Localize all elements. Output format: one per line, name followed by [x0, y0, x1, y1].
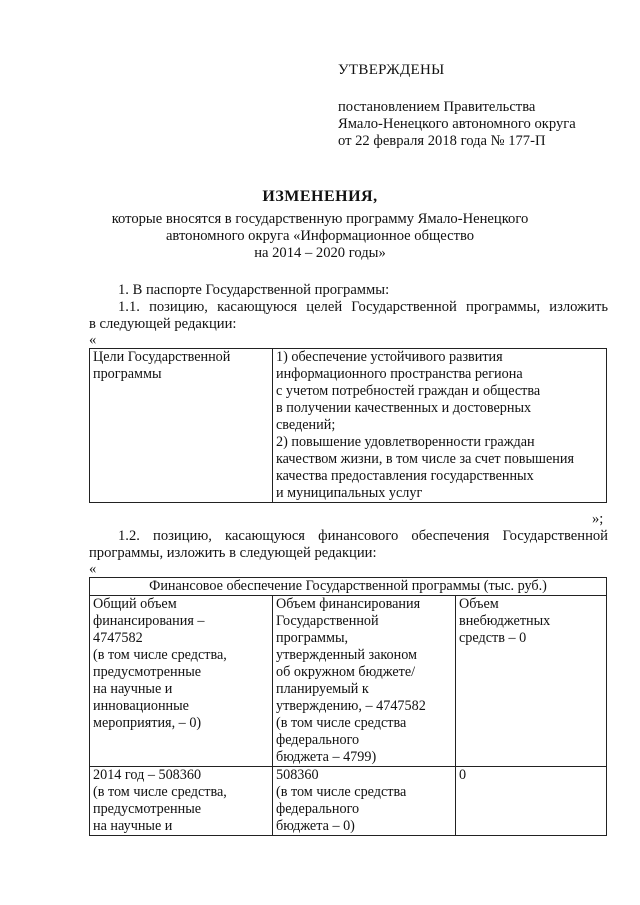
table-header-row [90, 578, 607, 596]
cell-text: (в том числе средства, [93, 647, 227, 663]
cell-text: 508360 [276, 767, 319, 783]
approval-line: от 22 февраля 2018 года № 177-П [338, 133, 546, 149]
cell-text: (в том числе средства, [93, 784, 227, 800]
cell-text: 2) повышение удовлетворенности граждан [276, 434, 535, 450]
cell-text: 2014 год – 508360 [93, 767, 202, 783]
table-row [90, 767, 607, 836]
goals-label-cell [90, 349, 273, 503]
cell-text: планируемый к [276, 681, 369, 697]
cell-text: (в том числе средства [276, 784, 407, 800]
cell-text: средств – 0 [459, 630, 527, 646]
cell-text: федерального [276, 732, 360, 748]
cell-text: в получении качественных и достоверных [276, 400, 532, 416]
table-row [90, 349, 607, 503]
approval-block [338, 99, 576, 150]
cell-text: бюджета – 4799) [276, 749, 377, 765]
finance-offbudget-cell [456, 596, 607, 767]
cell-text: на научные и [93, 818, 173, 834]
cell-text: качества предоставления государственных [276, 468, 534, 484]
item-1-1-line1: 1.1. позицию, касающуюся целей Государственной программы, изложить [118, 299, 608, 315]
cell-text: (в том числе средства [276, 715, 407, 731]
cell-text: информационного пространства региона [276, 366, 523, 382]
finance-2014-offbudget-cell [456, 767, 607, 836]
cell-text: внебюджетных [459, 613, 551, 629]
cell-text: на научные и [93, 681, 173, 697]
cell-text: предусмотренные [93, 801, 202, 817]
finance-budget-cell [273, 596, 456, 767]
cell-text: с учетом потребностей граждан и общества [276, 383, 541, 399]
item-1-2-line2: программы, изложить в следующей редакции: [89, 545, 377, 561]
subtitle-line: на 2014 – 2020 годы» [254, 245, 386, 261]
open-quote-2: « [89, 561, 97, 577]
cell-text: программы, [276, 630, 349, 646]
item-1-1-line2: в следующей редакции: [89, 316, 237, 332]
approval-line: Ямало-Ненецкого автономного округа [338, 116, 576, 132]
finance-total-cell [90, 596, 273, 767]
open-quote: « [89, 332, 97, 348]
cell-text: и муниципальных услуг [276, 485, 423, 501]
subtitle-line: которые вносятся в государственную программу Ямало-Ненецкого [111, 211, 529, 227]
goals-value-cell [273, 349, 607, 503]
cell-text: Государственной [276, 613, 379, 629]
item-1: 1. В паспорте Государственной программы: [118, 282, 390, 298]
cell-text: предусмотренные [93, 664, 202, 680]
finance-header-cell: Финансовое обеспечение Государственной программы (тыс. руб.) [90, 578, 607, 596]
item-1-2-line1: 1.2. позицию, касающуюся финансового обеспечения Государственной [118, 528, 608, 544]
cell-text: федерального [276, 801, 360, 817]
cell-text: программы [93, 366, 162, 382]
cell-text: Объем финансирования [276, 596, 421, 612]
cell-text: 4747582 [93, 630, 143, 646]
cell-text: качеством жизни, в том числе за счет повышения [276, 451, 574, 467]
approval-heading: УТВЕРЖДЕНЫ [338, 62, 445, 78]
cell-text: бюджета – 0) [276, 818, 355, 834]
goals-table [89, 348, 607, 503]
finance-2014-total-cell [90, 767, 273, 836]
cell-text: Объем [459, 596, 499, 612]
cell-text: 0 [459, 767, 467, 783]
document-title: ИЗМЕНЕНИЯ, [262, 188, 378, 205]
cell-text: Общий объем [93, 596, 177, 612]
cell-text: мероприятия, – 0) [93, 715, 202, 731]
close-quote: »; [592, 511, 604, 527]
cell-text: сведений; [276, 417, 336, 433]
cell-text: утвержденный законом [276, 647, 418, 663]
cell-text: финансирования – [93, 613, 205, 629]
cell-text: 1) обеспечение устойчивого развития [276, 349, 503, 365]
cell-text: Цели Государственной [93, 349, 231, 365]
approval-line: постановлением Правительства [338, 99, 536, 115]
document-subtitle [90, 211, 550, 262]
cell-text: об окружном бюджете/ [276, 664, 416, 680]
table-row [90, 596, 607, 767]
finance-table [89, 577, 607, 836]
cell-text: утверждению, – 4747582 [276, 698, 426, 714]
subtitle-line: автономного округа «Информационное общество [165, 228, 475, 244]
finance-2014-budget-cell [273, 767, 456, 836]
cell-text: инновационные [93, 698, 189, 714]
